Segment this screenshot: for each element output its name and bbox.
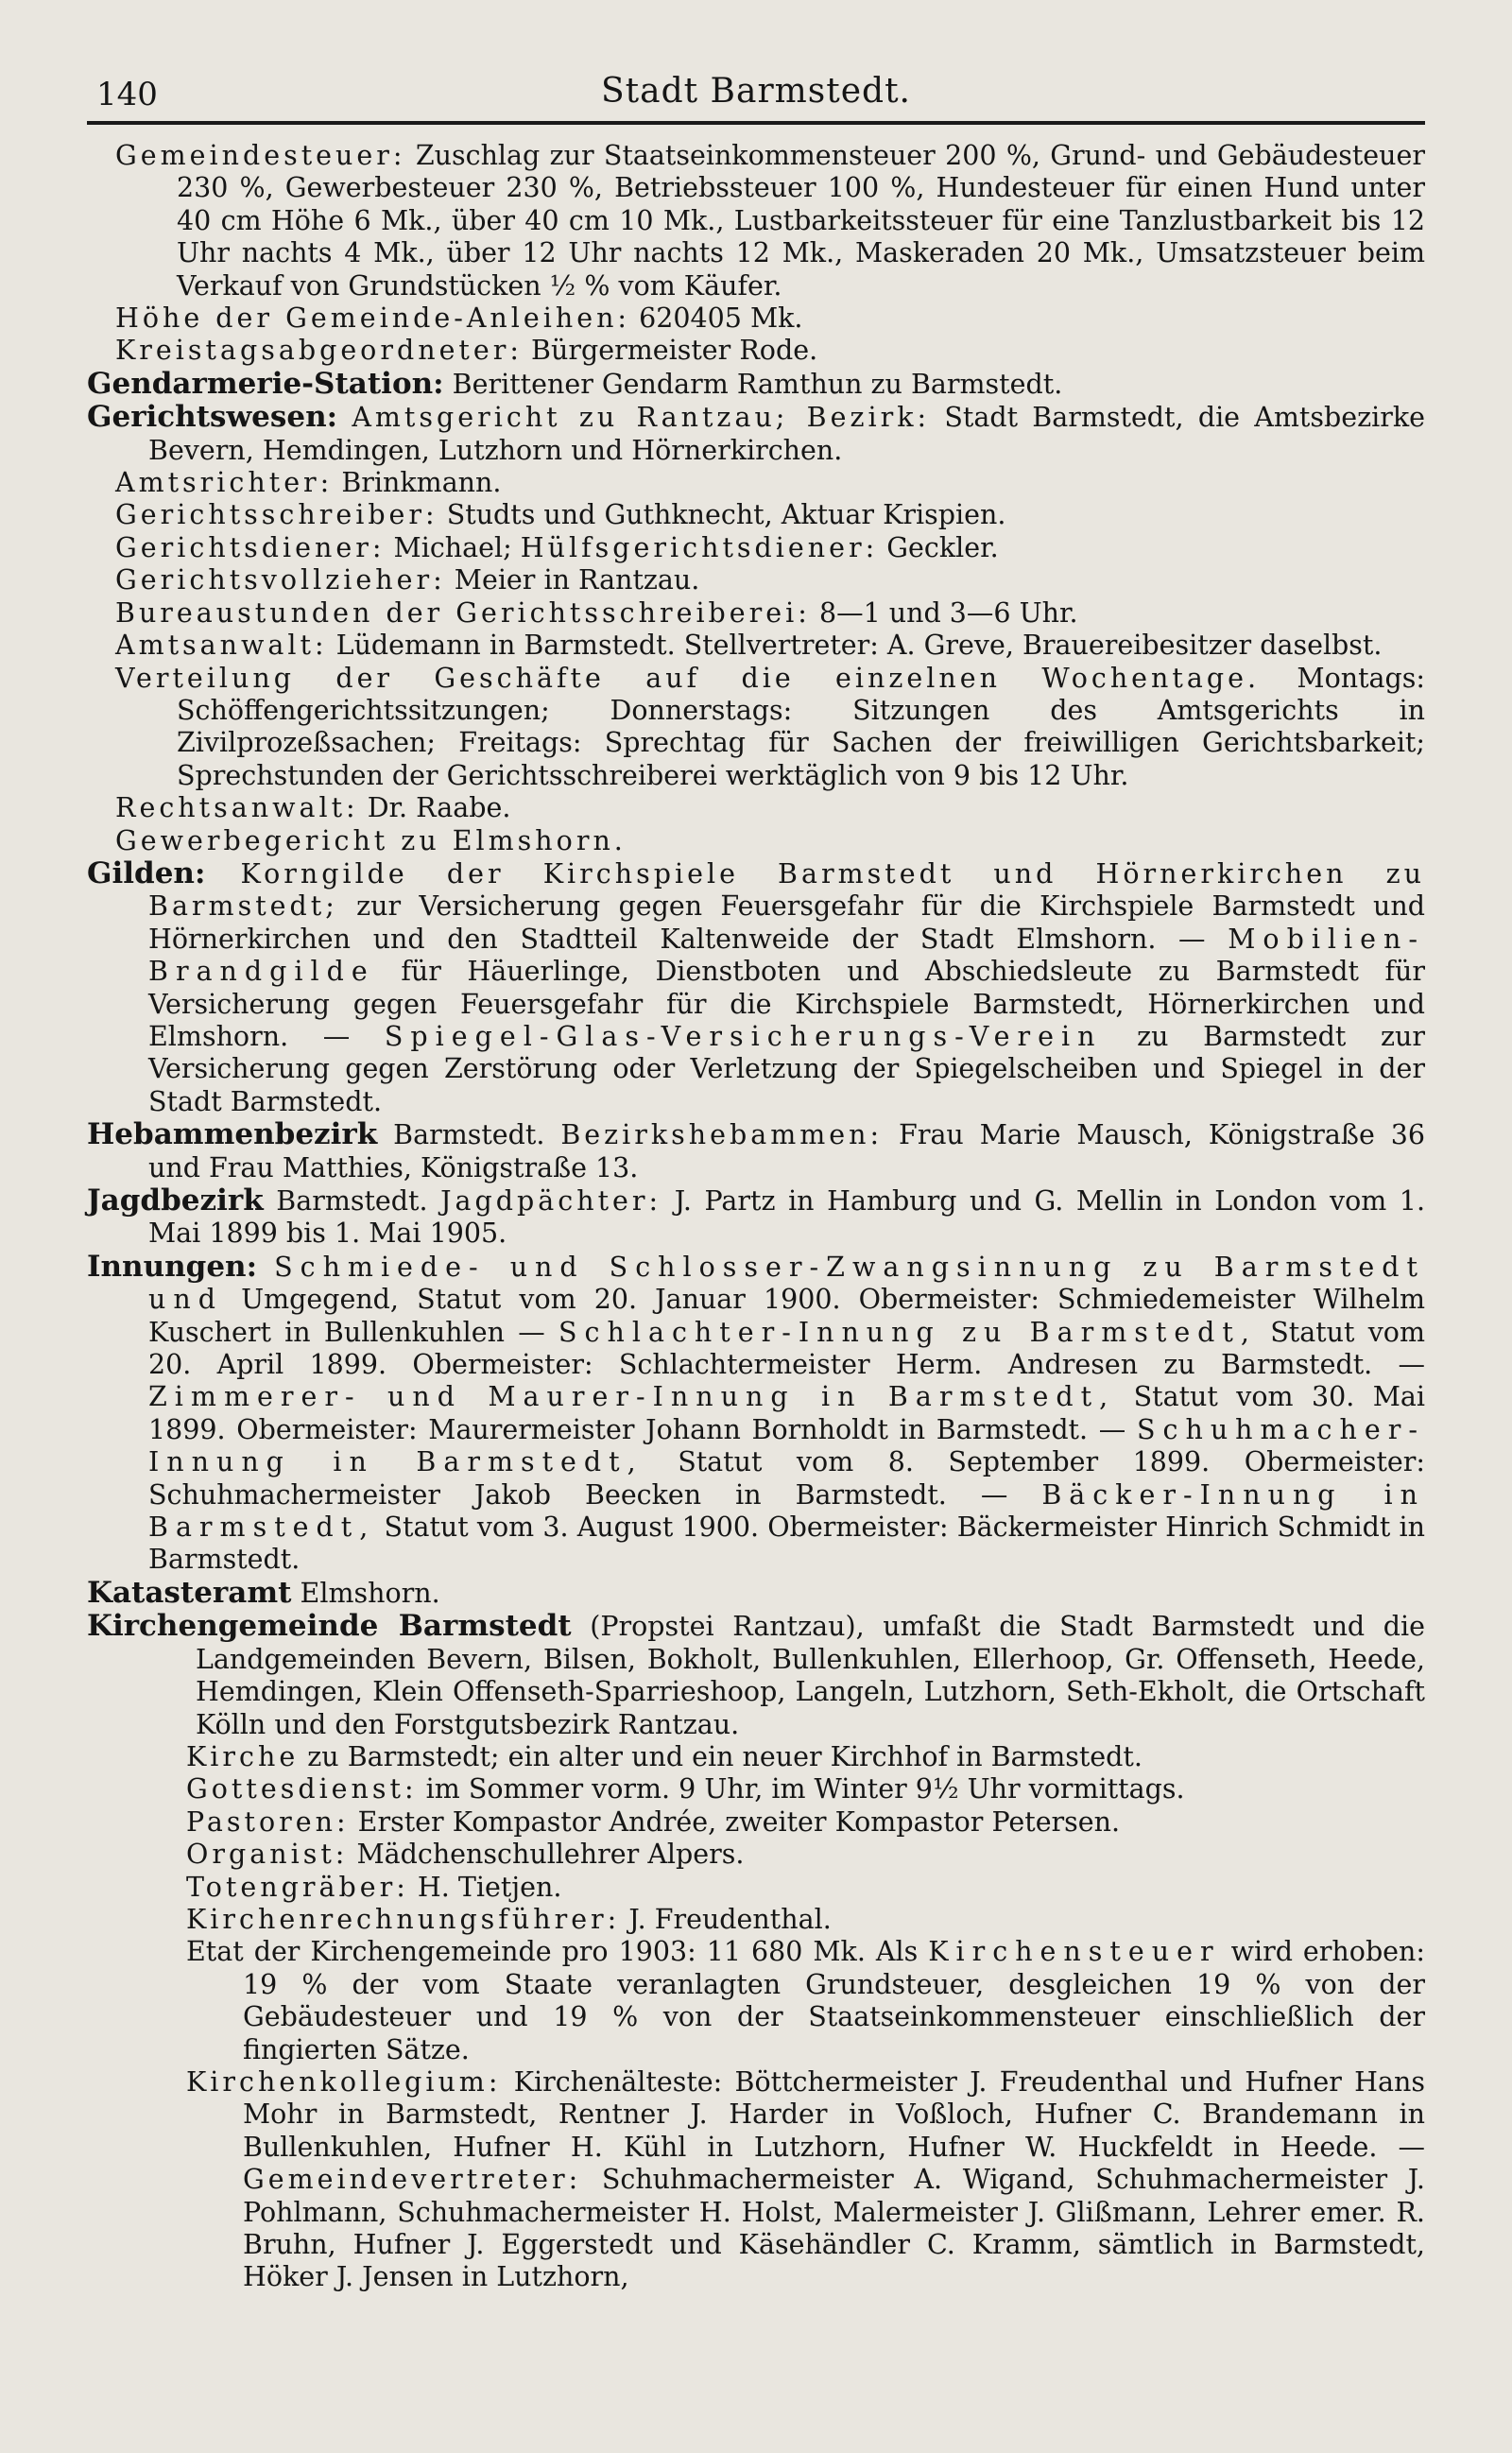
section-heading: Gilden: bbox=[87, 855, 206, 890]
anleihen-entry: Höhe der Gemeinde-Anleihen: 620405 Mk. bbox=[115, 302, 803, 335]
amtsanwalt-entry: Amtsanwalt: Lüdemann in Barmstedt. Stellvertreter: A. Greve, Brauereibesitzer daselbst. bbox=[115, 630, 1383, 662]
section-heading: Jagdbezirk bbox=[87, 1183, 264, 1218]
gerichtsschreiber-entry: Gerichtsschreiber: Studts und Guthknecht, Aktuar Krispien. bbox=[115, 499, 1006, 531]
rechnungsfuehrer-entry: Kirchenrechnungsführer: J. Freudenthal. bbox=[186, 1903, 832, 1935]
bureaustunden-entry: Bureaustunden der Gerichtsschreiberei: 8—1 und 3—6 Uhr. bbox=[115, 596, 1078, 629]
innungen-section: Innungen: Schmiede- und Schlosser-Zwangsinnung zu Barmstedt und Umgegend, Statut vom 20. Januar 1900. Obermeister: Schmiedemeister Wilhelm Kuschert in Bullenkuhlen — Schlachter-Innung zu Barmstedt, Statut vom 20. April 1899. Obermeister: Schlachtermeister Herm. Andresen zu Barmstedt. — Zimmerer- und Maurer-Innung in Barmstedt, Statut vom 30. Mai 1899. Obermeister: Maurermeister Johann Bornholdt in Barmstedt. — Schuhmacher-Innung in Barmstedt, Statut vom 8. September 1899. Obermeister: Schuhmachermeister Jakob Beecken in Barmstedt. — Bäcker-Innung in Barmstedt, Statut vom 3. August 1900. Obermeister: Bäckermeister Hinrich Schmidt in Barmstedt. bbox=[87, 1249, 1426, 1576]
kirchenkollegium-entry: Kirchenkollegium: Kirchenälteste: Böttchermeister J. Freudenthal und Hufner Hans Mohr in Barmstedt, Rentner J. Harder in Voßloch, Hufner C. Brandemann in Bullenkuhlen, Hufner H. Kühl in Lutzhorn, Hufner W. Huckfeldt in Heede. — Gemeindevertreter: Schuhmachermeister A. Wigand, Schuhmachermeister J. Pohlmann, Schuhmachermeister H. Holst, Malermeister J. Glißmann, Lehrer emer. R. Bruhn, Hufner J. Eggerstedt und Käsehändler C. Kramm, sämtlich in Barmstedt, Höker J. Jensen in Lutzhorn, bbox=[186, 2065, 1425, 2293]
gottesdienst-entry: Gottesdienst: im Sommer vorm. 9 Uhr, im Winter 9½ Uhr vormittags. bbox=[186, 1773, 1185, 1805]
kirche-entry: Kirche zu Barmstedt; ein alter und ein neuer Kirchhof in Barmstedt. bbox=[186, 1740, 1143, 1772]
section-heading: Gendarmerie-Station: bbox=[87, 366, 444, 401]
amtsrichter-entry: Amtsrichter: Brinkmann. bbox=[115, 467, 502, 499]
organist-entry: Organist: Mädchenschullehrer Alpers. bbox=[186, 1839, 745, 1871]
gilden-section: Gilden: Korngilde der Kirchspiele Barmstedt und Hörnerkirchen zu Barmstedt; zur Versicherung gegen Feuersgefahr für die Kirchspiele Barmstedt und Hörnerkirchen und den Stadtteil Kaltenweide der Stadt Elmshorn. — Mobilien-Brandgilde für Häuerlinge, Dienstboten und Abschiedsleute zu Barmstedt für Versicherung gegen Feuersgefahr für die Kirchspiele Barmstedt, Hörnerkirchen und Elmshorn. — Spiegel-Glas-Versicherungs-Verein zu Barmstedt zur Versicherung gegen Zerstörung oder Verletzung der Spiegelscheiben und Spiegel in der Stadt Barmstedt. bbox=[87, 855, 1426, 1117]
rechtsanwalt-entry: Rechtsanwalt: Dr. Raabe. bbox=[115, 792, 511, 824]
gewerbegericht-entry: Gewerbegericht zu Elmshorn. bbox=[115, 824, 627, 856]
page-number: 140 bbox=[96, 76, 158, 113]
gerichtsvollzieher-entry: Gerichtsvollzieher: Meier in Rantzau. bbox=[115, 564, 700, 596]
gemeindesteuer-entry: Gemeindesteuer: Zuschlag zur Staatseinkommensteuer 200 %, Grund- und Gebäudesteuer 230 %, Gewerbesteuer 230 %, Betriebssteuer 100 %, Hundesteuer für einen Hund unter 40 cm Höhe 6 Mk., über 40 cm 10 Mk., Lustbarkeitssteuer für eine Tanzlustbarkeit bis 12 Uhr nachts 4 Mk., über 12 Uhr nachts 12 Mk., Maskeraden 20 Mk., Umsatzsteuer beim Verkauf von Grundstücken ½ % vom Käufer. bbox=[115, 140, 1425, 302]
jagd-section: Jagdbezirk Barmstedt. Jagdpächter: J. Partz in Hamburg und G. Mellin in London vom 1. Mai 1899 bis 1. Mai 1905. bbox=[87, 1183, 1425, 1250]
running-head: Stadt Barmstedt. bbox=[600, 72, 911, 111]
section-heading: Kirchengemeinde Barmstedt bbox=[87, 1609, 572, 1644]
etat-entry: Etat der Kirchengemeinde pro 1903: 11 680 Mk. Als Kirchensteuer wird erhoben: 19 % der vom Staate veranlagten Grundsteuer, desgleichen 19 % von der Gebäudesteuer und 19 % von der Staatseinkommensteuer einschließlich der fingierten Sätze. bbox=[186, 1936, 1426, 2065]
kataster-section: Katasteramt Elmshorn. bbox=[87, 1575, 440, 1610]
pastoren-entry: Pastoren: Erster Kompastor Andrée, zweiter Kompastor Petersen. bbox=[186, 1805, 1121, 1838]
section-heading: Innungen: bbox=[87, 1249, 258, 1284]
verteilung-entry: Verteilung der Geschäfte auf die einzelnen Wochentage. Montags: Schöffengerichtssitzungen; Donnerstags: Sitzungen des Amtsgerichts in Zivilprozeßsachen; Freitags: Sprechtag für Sachen der freiwilligen Gerichtsbarkeit; Sprechstunden der Gerichtsschreiberei werktäglich von 9 bis 12 Uhr. bbox=[115, 662, 1426, 791]
gendarmerie-section: Gendarmerie-Station: Berittener Gendarm Ramthun zu Barmstedt. bbox=[87, 366, 1063, 401]
kreistag-entry: Kreistagsabgeordneter: Bürgermeister Rode. bbox=[115, 335, 818, 367]
section-heading: Katasteramt bbox=[87, 1575, 292, 1610]
section-heading: Gerichtswesen: bbox=[87, 400, 338, 435]
section-heading: Hebammenbezirk bbox=[87, 1117, 378, 1152]
totengraeber-entry: Totengräber: H. Tietjen. bbox=[186, 1871, 562, 1903]
hebammen-section: Hebammenbezirk Barmstedt. Bezirkshebammen: Frau Marie Mausch, Königstraße 36 und Frau Matthies, Königstraße 13. bbox=[87, 1117, 1425, 1183]
gericht-section: Gerichtswesen: Amtsgericht zu Rantzau; Bezirk: Stadt Barmstedt, die Amtsbezirke Bevern, Hemdingen, Lutzhorn und Hörnerkirchen. bbox=[87, 400, 1425, 466]
page-header bbox=[87, 59, 1425, 125]
page-content bbox=[87, 125, 1425, 2294]
kirche-section: Kirchengemeinde Barmstedt (Propstei Rantzau), umfaßt die Stadt Barmstedt und die Landgemeinden Bevern, Bilsen, Bokholt, Bullenkuhlen, Ellerhoop, Gr. Offenseth, Heede, Hemdingen, Klein Offenseth-Sparrieshoop, Langeln, Lutzhorn, Seth-Ekholt, die Ortschaft Kölln und den Forstgutsbezirk Rantzau. bbox=[87, 1609, 1425, 1740]
gerichtsdiener-entry: Gerichtsdiener: Michael; Hülfsgerichtsdiener: Geckler. bbox=[115, 531, 999, 563]
